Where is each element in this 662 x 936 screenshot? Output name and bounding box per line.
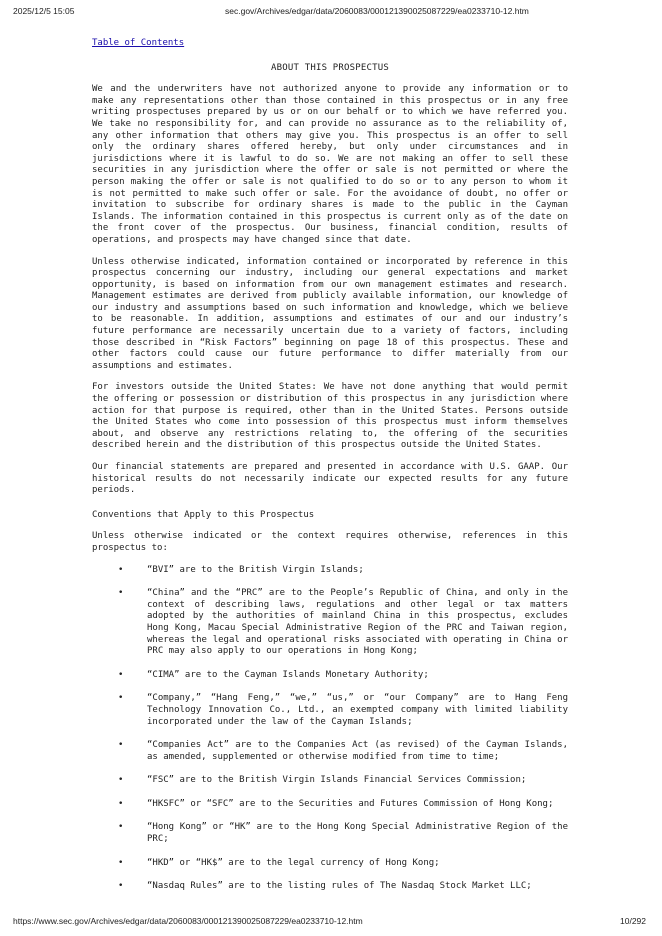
list-item-text: “Company,” “Hang Feng,” “we,” “us,” or “our Company” are to Hang Feng Technology Innovation Co., Ltd., an exempted company with limited liability incorporated under the law of the Cayman Islands; [147, 693, 568, 727]
list-item [92, 822, 568, 845]
list-item [92, 670, 568, 682]
bullet-icon: • [118, 775, 124, 786]
list-item-text: “FSC” are to the British Virgin Islands Financial Services Commission; [147, 775, 527, 786]
table-of-contents-link[interactable]: Table of Contents [92, 38, 185, 48]
bullet-icon: • [118, 693, 124, 704]
bullet-icon: • [118, 857, 124, 868]
print-header-url: sec.gov/Archives/edgar/data/2060083/000121390025087229/ea0233710-12.htm [225, 6, 529, 16]
list-item [92, 881, 568, 893]
print-datetime: 2025/12/5 15:05 [13, 6, 75, 16]
list-item [92, 740, 568, 763]
list-item [92, 693, 568, 728]
bullet-icon: • [118, 564, 124, 575]
list-item-text: “Nasdaq Rules” are to the listing rules of The Nasdaq Stock Market LLC; [147, 881, 532, 892]
browser-print-header [13, 6, 649, 18]
bullet-icon: • [118, 588, 124, 599]
list-item [92, 799, 568, 811]
bullet-icon: • [118, 669, 124, 680]
list-item-text: “BVI” are to the British Virgin Islands; [147, 564, 364, 575]
list-item-text: “CIMA” are to the Cayman Islands Monetary Authority; [147, 669, 429, 680]
bullet-icon: • [118, 881, 124, 892]
bullet-icon: • [118, 740, 124, 751]
list-item [92, 565, 568, 577]
bullet-icon: • [118, 822, 124, 833]
conventions-intro: Unless otherwise indicated or the context requires otherwise, references in this prospectus to: [92, 531, 568, 553]
page-number: 10/292 [620, 916, 646, 926]
browser-print-footer [13, 916, 649, 928]
print-footer-url: https://www.sec.gov/Archives/edgar/data/2060083/000121390025087229/ea0233710-12.htm [13, 916, 363, 926]
list-item-text: “HKSFC” or “SFC” are to the Securities and Futures Commission of Hong Kong; [147, 798, 554, 809]
list-item-text: “HKD” or “HK$” are to the legal currency of Hong Kong; [147, 857, 440, 868]
document-body [92, 38, 568, 905]
list-item [92, 858, 568, 870]
paragraph-financial-statements: Our financial statements are prepared and presented in accordance with U.S. GAAP. Our historical results do not necessarily indicate our expected results for any future periods. [92, 462, 568, 496]
section-title: ABOUT THIS PROSPECTUS [271, 62, 389, 73]
list-item [92, 775, 568, 787]
paragraph-investors-outside-us: For investors outside the United States: We have not done anything that would permit the offering or possession or distribution of this prospectus in any jurisdiction where action for that purpose is required, other than in the United States. Persons outside the United States who come into possession of this prospectus must inform themselves about, and observe any restrictions relating to, the offering of the securities described herein and the distribution of this prospectus outside the United States. [92, 382, 568, 451]
list-item-text: “Companies Act” are to the Companies Act (as revised) of the Cayman Islands, as amended, supplemented or otherwise modified from time to time; [147, 740, 568, 762]
conventions-heading: Conventions that Apply to this Prospectus [92, 509, 315, 520]
definitions-list [92, 565, 568, 893]
paragraph-authorization: We and the underwriters have not authorized anyone to provide any information or to make any representations other than those contained in this prospectus or in any free writing prospectuses prepared by us or on our behalf or to which we have referred you. We take no responsibility for, and can provide no assurance as to the reliability of, any other information that others may give you. This prospectus is an offer to sell only the ordinary shares offered hereby, but only under circumstances and in jurisdictions where it is lawful to do so. We are not making an offer to sell these securities in any jurisdiction where the offer or sale is not permitted or where the person making the offer or sale is not qualified to do so or to any person to whom it is not permitted to make such offer or sale. For the avoidance of doubt, no offer or invitation to subscribe for ordinary shares is made to the public in the Cayman Islands. The information contained in this prospectus is current only as of the date on the front cover of the prospectus. Our business, financial condition, results of operations, and prospects may have changed since that date. [92, 84, 568, 245]
list-item-text: “China” and the “PRC” are to the People’s Republic of China, and only in the context of describing laws, regulations and other legal or tax matters adopted by the authorities of mainland China in this prospectus, excludes Hong Kong, Macau Special Administrative Region of the PRC and Taiwan region, whereas the legal and operational risks associated with operating in China or PRC may also apply to our operations in Hong Kong; [147, 588, 568, 657]
list-item [92, 588, 568, 658]
list-item-text: “Hong Kong” or “HK” are to the Hong Kong Special Administrative Region of the PRC; [147, 822, 568, 845]
bullet-icon: • [118, 798, 124, 809]
paragraph-industry-data: Unless otherwise indicated, information contained or incorporated by reference in this prospectus concerning our industry, including our general expectations and market opportunity, is based on information from our own management estimates and research. Management estimates are derived from publicly available information, our knowledge of our industry and assumptions based on such information and knowledge, which we believe to be reasonable. In addition, assumptions and estimates of our and our industry’s future performance are necessarily uncertain due to a variety of factors, including those described in “Risk Factors” beginning on page 18 of this prospectus. These and other factors could cause our future performance to differ materially from our assumptions and estimates. [92, 256, 568, 371]
